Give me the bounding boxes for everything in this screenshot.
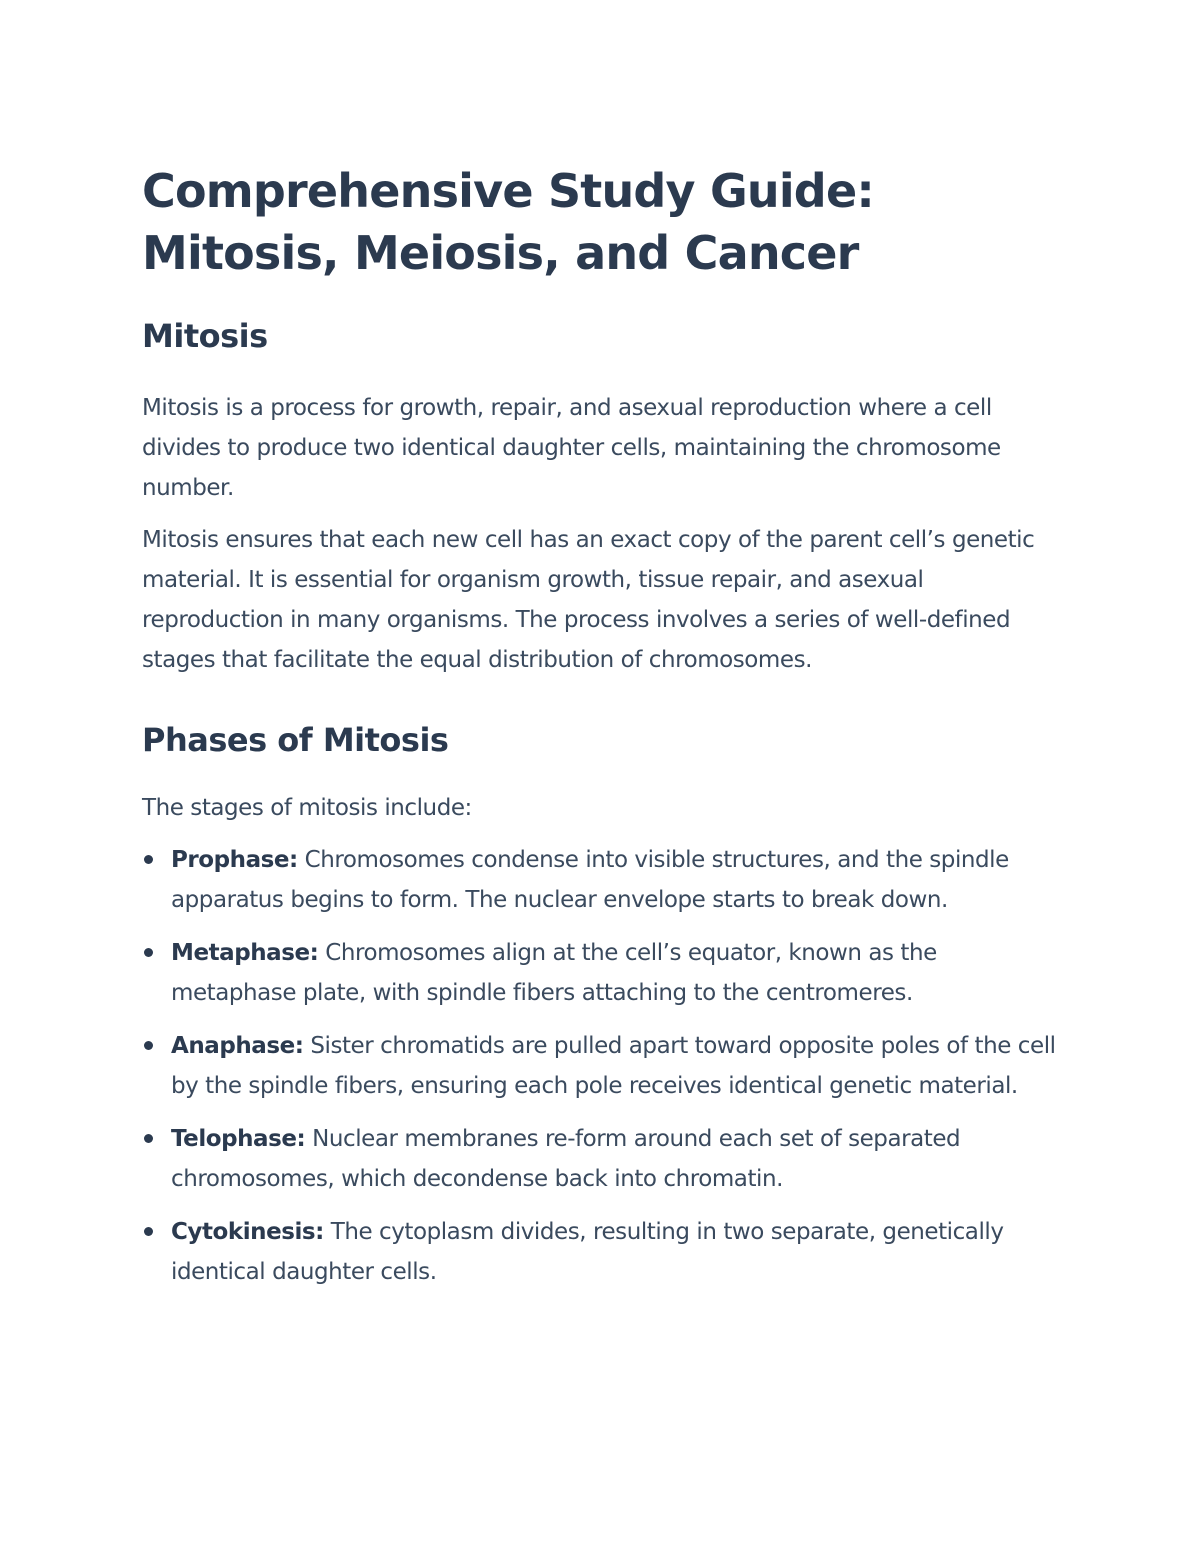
phase-term: Anaphase: <box>171 1033 304 1059</box>
document-page <box>142 160 1062 1305</box>
bullet-icon <box>144 1041 153 1050</box>
phase-list <box>142 840 1062 1292</box>
section-heading-mitosis: Mitosis <box>142 317 268 355</box>
phases-intro: The stages of mitosis include: <box>142 795 472 821</box>
document-title: Comprehensive Study Guide: Mitosis, Meiosis, and Cancer <box>142 164 874 280</box>
phase-description: Nuclear membranes re-form around each set of separated chromosomes, which decondense back into chromatin. <box>171 1126 961 1192</box>
phase-term: Cytokinesis: <box>171 1219 324 1245</box>
list-item-anaphase <box>142 1026 1062 1106</box>
phase-term: Prophase: <box>171 847 298 873</box>
bullet-icon <box>144 855 153 864</box>
list-item-cytokinesis <box>142 1212 1062 1292</box>
mitosis-paragraph-2: Mitosis ensures that each new cell has an exact copy of the parent cell’s genetic material. It is essential for organism growth, tissue repair, and asexual reproduction in many organisms. The process involves a series of well-defined stages that facilitate the equal distribution of chromosomes. <box>142 527 1035 673</box>
phase-term: Metaphase: <box>171 940 319 966</box>
phase-description: Chromosomes align at the cell’s equator, known as the metaphase plate, with spindle fibers attaching to the centromeres. <box>171 940 937 1006</box>
bullet-icon <box>144 1134 153 1143</box>
section-heading-phases: Phases of Mitosis <box>142 721 449 759</box>
list-item-metaphase <box>142 933 1062 1013</box>
bullet-icon <box>144 948 153 957</box>
list-item-telophase <box>142 1119 1062 1199</box>
phase-term: Telophase: <box>171 1126 306 1152</box>
phase-description: Chromosomes condense into visible structures, and the spindle apparatus begins to form. The nuclear envelope starts to break down. <box>171 847 1009 913</box>
phase-description: Sister chromatids are pulled apart toward opposite poles of the cell by the spindle fibers, ensuring each pole receives identical genetic material. <box>171 1033 1056 1099</box>
mitosis-paragraph-1: Mitosis is a process for growth, repair, and asexual reproduction where a cell divides to produce two identical daughter cells, maintaining the chromosome number. <box>142 395 1001 501</box>
phase-description: The cytoplasm divides, resulting in two separate, genetically identical daughter cells. <box>171 1219 1004 1285</box>
bullet-icon <box>144 1227 153 1236</box>
list-item-prophase <box>142 840 1062 920</box>
